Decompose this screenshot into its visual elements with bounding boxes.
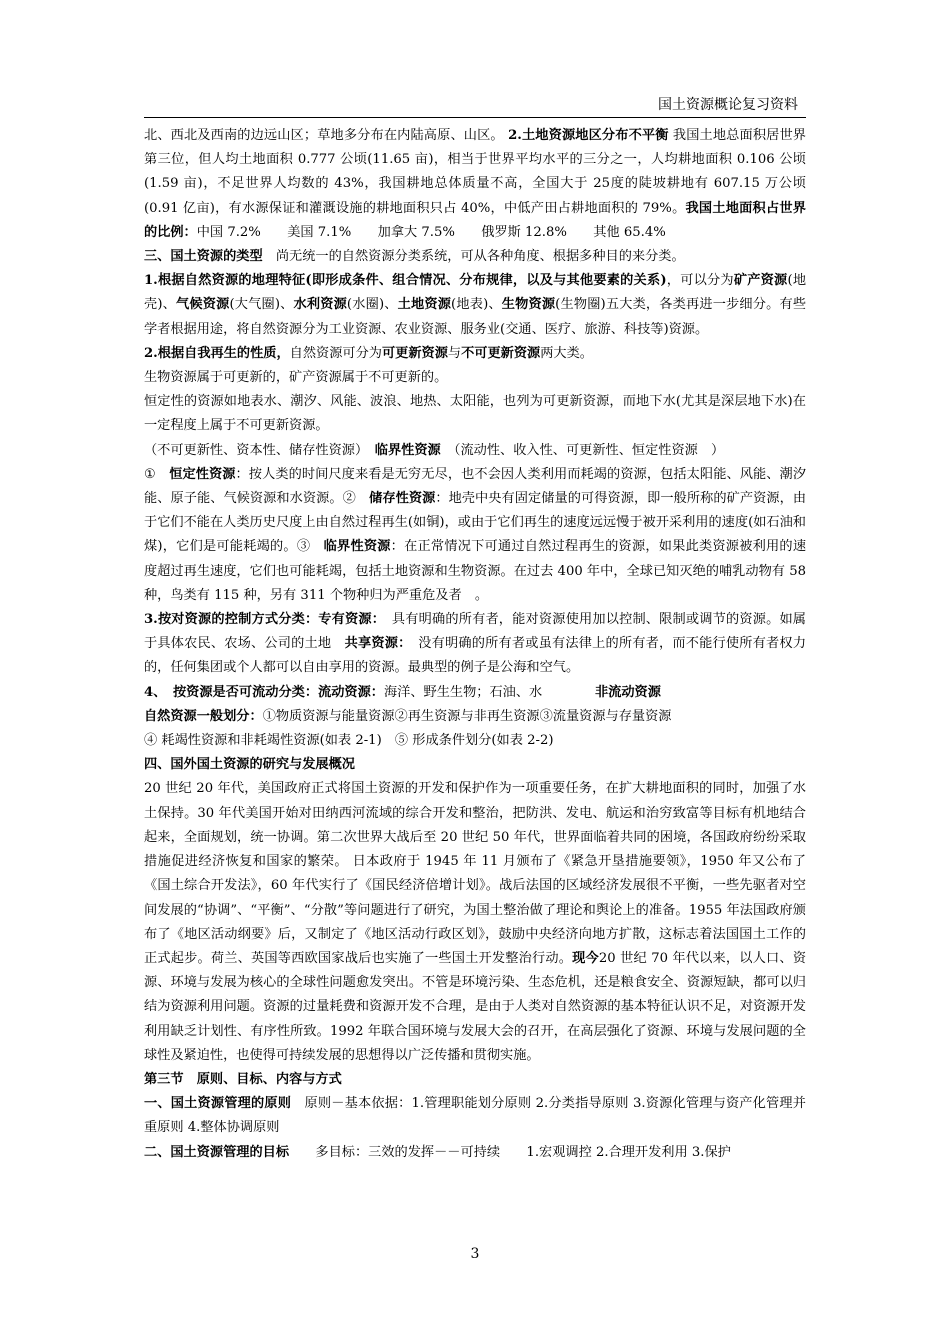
text-run: ①物质资源与能量资源②再生资源与非再生资源③流量资源与存量资源: [262, 708, 672, 724]
text-run: 20 世纪 70 年代以来，以人口、资源、环境与发展为核心的全球性问题愈发突出。不管是环境污染、生态危机，还是粮食安全、资源短缺，都可以归结为资源利用问题。资源的过量耗费和资源开发不合理，是由于人类对自然资源的基本特征认识不足，对资源开发利用缺乏计划性、有序性所致。1992 年联合国环境与发展大会的召开，在高层强化了资源、环境与发展问题的全球性及紧迫性，也使得可持续发展的思想得以广泛传播和贯彻实施。: [144, 950, 807, 1063]
bold-text-run: 二、国土资源管理的目标: [144, 1144, 290, 1160]
paragraph: [144, 463, 806, 608]
bold-text-run: 不可更新资源: [461, 345, 541, 361]
bold-text-run: 土地资源: [397, 297, 452, 313]
paragraph: [144, 705, 806, 729]
text-run: ：地壳中央有固定储量的可得资源，即一般所称的矿产资源，由于它们不能在人类历史尺度上由自然过程再生(如铜)，或由于它们再生的速度远远慢于被开采利用的速度(如石油和煤)，它们是可能耗竭的。③: [144, 491, 807, 555]
bold-text-run: 共享资源：: [344, 636, 405, 652]
text-run: (生物圈)五大类，各类再进一步细分。有些学者根据用途，将自然资源分为工业资源、农业资源、服务业(交通、医疗、旅游、科技等)资源。: [144, 297, 807, 337]
paragraph: [144, 729, 806, 753]
bold-text-run: 非流动资源: [594, 684, 661, 700]
text-run: 具有明确的所有者，能对资源使用加以控制、限制或调节的资源。如属于具体农民、农场、公司的土地: [144, 612, 806, 652]
bold-text-run: 4、 按资源是否可流动分类：流动资源：: [144, 684, 384, 700]
text-run: 多目标：三效的发挥－－可持续 1.宏观调控 2.合理开发利用 3.保护: [289, 1144, 731, 1160]
text-run: ：在正常情况下可通过自然过程再生的资源，如果此类资源被利用的速度超过再生速度，它们也可能耗竭，包括土地资源和生物资源。在过去 400 年中，全球已知灭绝的哺乳动物有 58 种，鸟类有 115 种，另有 311 个物种归为严重危及者 。: [144, 539, 807, 603]
text-run: 两大类。: [540, 345, 593, 361]
bold-text-run: 一、国土资源管理的原则: [144, 1096, 292, 1112]
paragraph: [144, 124, 806, 245]
bold-text-run: 2.根据自我再生的性质，: [144, 345, 290, 361]
text-run: （不可更新性、资本性、储存性资源）: [144, 442, 375, 458]
bold-text-run: 临界性资源: [374, 442, 441, 458]
bold-text-run: 2.土地资源地区分布不平衡: [508, 128, 669, 143]
text-run: 北、西北及西南的边远山区；草地多分布在内陆高原、山区。: [144, 128, 509, 143]
paragraph: [144, 269, 806, 342]
text-run: 生物资源属于可更新的，矿产资源属于不可更新的。: [144, 370, 448, 386]
bold-text-run: 储存性资源: [369, 491, 436, 507]
text-run: 恒定性的资源如地表水、潮汐、风能、波浪、地热、太阳能，也列为可更新资源，而地下水(尤其是深层地下水)在一定程度上属于不可更新资源。: [144, 394, 806, 434]
bold-text-run: 恒定性资源: [169, 466, 236, 482]
paragraph: [144, 753, 806, 777]
header-rule: [144, 117, 806, 118]
paragraph: [144, 366, 806, 390]
bold-text-run: 四、国外国土资源的研究与发展概况: [144, 757, 355, 773]
text-run: 我国土地总面积居世界第三位，但人均土地面积 0.777 公顷(11.65 亩)，相当于世界平均水平的三分之一，人均耕地面积 0.106 公顷(1.59 亩)，不足世界人均数的 43%，我国耕地总体质量不高，全国大于 25度的陡坡耕地有 607.15 万公顷(0.91 亿亩)，有水源保证和灌溉设施的耕地面积只占 40%，中低产田占耕地面积的 79%。: [144, 128, 806, 216]
text-run: ④ 耗竭性资源和非耗竭性资源(如表 2-1) ⑤ 形成条件划分(如表 2-2): [144, 733, 554, 749]
bold-text-run: 可更新资源: [381, 345, 448, 361]
paragraph: [144, 342, 806, 366]
text-run: (地表)、: [451, 297, 502, 313]
text-run: 与: [447, 345, 462, 361]
text-run: (大气圈)、: [229, 297, 294, 313]
paragraph: [144, 390, 806, 438]
bold-text-run: 第三节 原则、目标、内容与方式: [144, 1071, 342, 1087]
text-run: 20 世纪 20 年代，美国政府正式将国土资源的开发和保护作为一项重要任务，在扩大耕地面积的同时，加强了水土保持。30 年代美国开始对田纳西河流域的综合开发和整治，把防洪、发电、航运和治穷致富等目标有机地结合起来，全面规划，统一协调。第二次世界大战后至 20 世纪 50 年代，世界面临着共同的困境，各国政府纷纷采取措施促进经济恢复和国家的繁荣。 日本政府于 1945 年 11 月颁布了《紧急开垦措施要领》，1950 年又公布了《国土综合开发法》，60 年代实行了《国民经济倍增计划》。战后法国的区域经济发展很不平衡，一些先驱者对空间发展的“协调”、“平衡”、“分散”等问题进行了研究，为国土整治做了理论和舆论上的准备。1955 年法国政府颁布了《地区活动纲要》后，又制定了《地区活动行政区划》，鼓励中央经济向地方扩散，这标志着法国国土工作的正式起步。荷兰、英国等西欧国家战后也实施了一些国土开发整治行动。: [144, 781, 806, 966]
bold-text-run: 现今: [572, 950, 599, 966]
bold-text-run: 水利资源: [293, 297, 347, 313]
bold-text-run: 1.根据自然资源的地理特征(即形成条件、组合情况、分布规律，以及与其他要素的关系): [144, 273, 667, 289]
text-run: 中国 7.2% 美国 7.1% 加拿大 7.5% 俄罗斯 12.8% 其他 65.4%: [196, 224, 666, 240]
text-run: ①: [144, 466, 170, 482]
paragraph: [144, 681, 806, 705]
paragraph: [144, 1141, 806, 1165]
document-body: [144, 124, 806, 1165]
text-run: 海洋、野生生物；石油、水: [383, 684, 595, 700]
bold-text-run: 气候资源: [176, 297, 230, 313]
page-number: 3: [470, 1246, 480, 1262]
text-run: (水圈)、: [346, 297, 398, 313]
paragraph: [144, 777, 806, 1067]
page-header-title: 国土资源概论复习资料: [658, 97, 798, 113]
paragraph: [144, 1092, 806, 1140]
text-run: （流动性、收入性、可更新性、恒定性资源 ）: [440, 442, 725, 458]
bold-text-run: 生物资源: [501, 297, 556, 313]
text-run: ：按人类的时间尺度来看是无穷无尽，也不会因人类利用而耗竭的资源，包括太阳能、风能、潮汐能、原子能、气候资源和水资源。②: [144, 466, 807, 507]
paragraph: [144, 608, 806, 681]
text-run: 没有明确的所有者或虽有法律上的所有者，而不能行使所有者权力的，任何集团或个人都可以自由享用的资源。最典型的例子是公海和空气。: [144, 636, 807, 676]
bold-text-run: 矿产资源: [733, 273, 788, 289]
bold-text-run: 临界性资源: [323, 539, 391, 555]
bold-text-run: 三、国土资源的类型: [144, 249, 263, 265]
text-run: 尚无统一的自然资源分类系统，可从各种角度、根据多种目的来分类。: [262, 249, 685, 265]
bold-text-run: 自然资源一般划分：: [144, 708, 263, 724]
paragraph: [144, 1068, 806, 1092]
text-run: (地壳)、: [144, 273, 807, 313]
text-run: 自然资源可分为: [289, 345, 382, 361]
text-run: ，可以分为: [666, 273, 734, 289]
text-run: 原则－基本依据：1.管理职能划分原则 2.分类指导原则 3.资源化管理与资产化管理并重原则 4.整体协调原则: [144, 1096, 806, 1136]
bold-text-run: 我国土地面积占世界的比例：: [144, 200, 806, 240]
paragraph: [144, 245, 806, 269]
paragraph: [144, 439, 806, 463]
bold-text-run: 3.按对资源的控制方式分类：专有资源：: [144, 612, 379, 628]
